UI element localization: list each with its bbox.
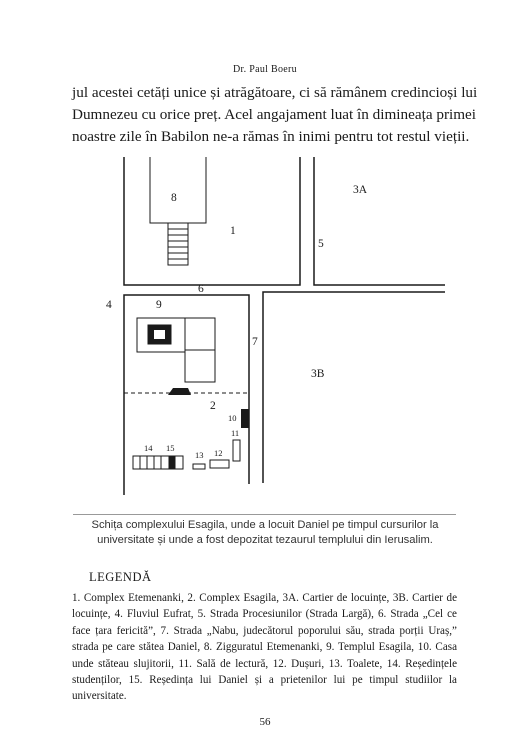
map-label-4: 4: [106, 299, 112, 311]
page-number: 56: [259, 716, 271, 728]
legend-title: LEGENDĂ: [89, 570, 152, 584]
servants-house: [241, 409, 249, 428]
body-line: Dumnezeu cu orice preț. Acel angajament luat în dimineața primei: [72, 106, 476, 123]
caption-divider: [73, 514, 456, 515]
ziggurat-outline: [150, 157, 206, 223]
map-label-15: 15: [166, 443, 175, 453]
map-label-1: 1: [230, 225, 236, 237]
map-label-2: 2: [210, 400, 216, 412]
figure-caption: Schița complexului Esagila, unde a locuit Daniel pe timpul cursurilor la universitate și unde a fost depozitat tezaurul templului din Ierusalim.: [91, 519, 439, 546]
map-label-10: 10: [228, 413, 237, 423]
body-line: jul acestei cetăți unice și atrăgătoare, ci să rămânem credincioși lui: [72, 84, 478, 101]
temple-esagila: [137, 318, 215, 382]
map-label-3a: 3A: [353, 184, 368, 196]
map-label-3b: 3B: [311, 368, 325, 380]
map-label-5: 5: [318, 238, 324, 250]
ziggurat-stairs: [168, 223, 188, 265]
toilets: [193, 464, 205, 469]
map-label-12: 12: [214, 448, 223, 458]
map-label-8: 8: [171, 192, 177, 204]
map-label-6: 6: [198, 283, 204, 295]
map-label-14: 14: [144, 443, 153, 453]
map-label-9: 9: [156, 299, 162, 311]
reading-room: [233, 440, 240, 461]
student-residences: [133, 456, 183, 469]
running-header: Dr. Paul Boeru: [233, 64, 297, 75]
esagila-site-map: [95, 155, 445, 500]
map-label-11: 11: [231, 428, 240, 438]
map-label-13: 13: [195, 450, 204, 460]
quarter-3b-outline: [263, 292, 445, 483]
map-label-7: 7: [252, 336, 258, 348]
showers: [210, 460, 229, 468]
body-line: noastre zile în Babilon ne-a rămas în inimi pentru tot restul vieții.: [72, 128, 470, 145]
quarter-3a-outline: [314, 157, 445, 285]
legend-text: 1. Complex Etemenanki, 2. Complex Esagila, 3A. Cartier de locuințe, 3B. Cartier de locuințe, 4. Fluviul Eufrat, 5. Strada Procesiunilor (Strada Largă), 6. Strada „Cel ce face țara fericită”, 7. Strada „Nabu, judecătorul poporului său, strada porții Uraș,” strada pe care stătea Daniel, 8. Zigguratul Etemenanki, 9. Templul Esagila, 10. Casa unde stăteau slujitorii, 11. Sală de lectură, 12. Dușuri, 13. Toalete, 14. Reședințele studenților, 15. Reședința lui Daniel și a prietenilor lui pe timpul studiilor la universitate.: [72, 592, 457, 703]
body-paragraph: [72, 82, 478, 148]
gate-structure: [168, 388, 191, 395]
